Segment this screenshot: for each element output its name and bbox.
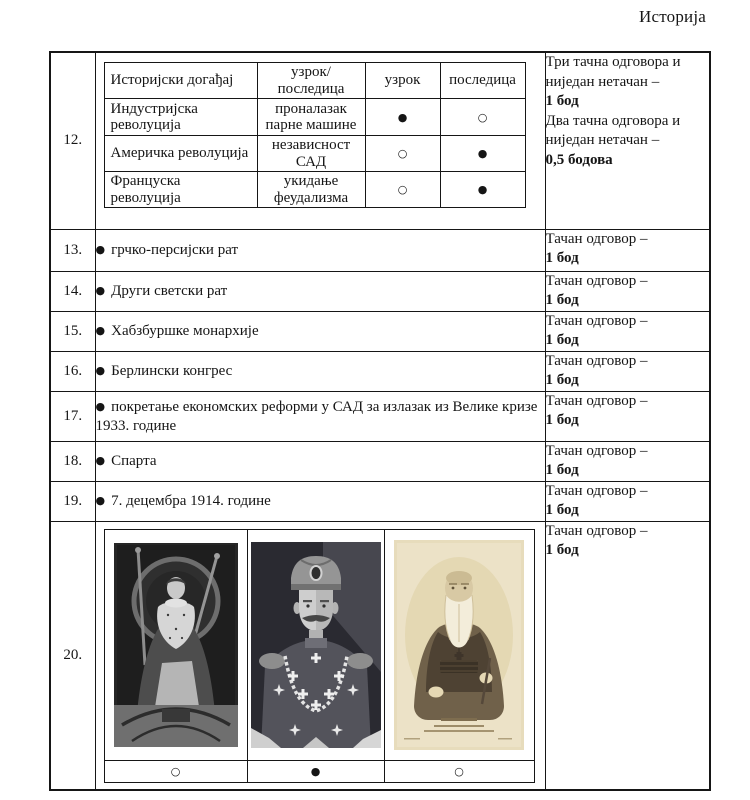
scoring-rule: Два тачна одговора и (545, 112, 681, 129)
scoring-rule: Тачан одговор – (545, 312, 648, 329)
cause-effect-value-cell: укидање феудализма (257, 172, 365, 208)
effect-mark-cell (440, 136, 525, 172)
answer-text-cell (95, 441, 545, 481)
scoring-points: 1 бод (545, 542, 579, 558)
scoring-rule: Тачан одговор – (545, 352, 648, 369)
answer-text-cell (95, 391, 545, 441)
answer-text: покретање економских реформи у САД за излазак из Велике кризе 1933. године (95, 398, 538, 434)
cause-radio-mark: ○ (397, 183, 408, 197)
question-number: 13. (50, 229, 95, 271)
question-number: 18. (50, 441, 95, 481)
answer-text: Хабзбуршке монархије (111, 323, 259, 339)
scoring-cell (545, 391, 710, 441)
question-row-13 (50, 229, 710, 271)
bullet-icon: ● (95, 324, 106, 337)
answer-text-cell (95, 229, 545, 271)
scoring-rule: Тачан одговор – (545, 392, 648, 409)
question-row-20 (50, 521, 710, 790)
column-header-cause-effect: узрок/ последица (257, 63, 365, 99)
portrait-cell (247, 529, 384, 760)
option-radio-mark: ● (310, 764, 321, 778)
scoring-rule: Тачан одговор – (545, 442, 648, 459)
question-row-19 (50, 481, 710, 521)
scoring-points: 1 бод (545, 250, 579, 266)
scoring-rule: Тачан одговор – (545, 272, 648, 289)
portrait-cell (384, 529, 534, 760)
scoring-points: 1 бод (545, 292, 579, 308)
effect-mark-cell (440, 99, 525, 136)
column-header-event: Историјски догађај (104, 63, 257, 99)
scoring-rule: Тачан одговор – (545, 482, 648, 499)
scoring-rule: ниједан нетачан – (545, 132, 660, 148)
scoring-points: 1 бод (545, 372, 579, 388)
question-number: 20. (50, 521, 95, 790)
question-row-14 (50, 271, 710, 311)
cause-effect-row (104, 99, 525, 136)
scoring-points: 1 бод (545, 412, 579, 428)
scoring-points: 1 бод (545, 502, 579, 518)
question-number: 15. (50, 311, 95, 351)
scoring-cell (545, 229, 710, 271)
question-number: 16. (50, 351, 95, 391)
cause-mark-cell (365, 99, 440, 136)
answer-text-cell (95, 311, 545, 351)
answer-text-cell (95, 481, 545, 521)
question-content-cell (95, 521, 545, 790)
effect-radio-mark: ● (477, 147, 488, 161)
scoring-rule: Тачан одговор – (545, 230, 648, 247)
answer-text-cell (95, 271, 545, 311)
option-mark-cell (104, 760, 247, 782)
answer-text: 7. децембра 1914. године (111, 493, 271, 509)
effect-radio-mark: ○ (477, 110, 488, 124)
serbian-officer-with-medals-image (251, 542, 381, 748)
option-mark-cell (384, 760, 534, 782)
question-row-12 (50, 52, 710, 229)
scoring-cell (545, 521, 710, 790)
column-header-cause: узрок (365, 63, 440, 99)
scoring-cell (545, 52, 710, 229)
bearded-clergyman-lithograph-image (394, 540, 524, 750)
answer-text: Берлински конгрес (111, 363, 233, 379)
portrait-cell (104, 529, 247, 760)
cause-effect-value-cell: проналазак парне машине (257, 99, 365, 136)
answer-marks-row (104, 760, 534, 782)
scoring-cell (545, 441, 710, 481)
option-radio-mark: ○ (170, 764, 181, 778)
bullet-icon: ● (95, 494, 106, 507)
answer-text: Спарта (111, 453, 157, 469)
question-row-16 (50, 351, 710, 391)
cause-mark-cell (365, 136, 440, 172)
answer-text: Други светски рат (111, 283, 228, 299)
event-cell: Француска револуција (104, 172, 257, 208)
event-cell: Индустријска револуција (104, 99, 257, 136)
cause-effect-row (104, 172, 525, 208)
event-cell: Америчка револуција (104, 136, 257, 172)
option-radio-mark: ○ (454, 764, 464, 778)
bullet-icon: ● (95, 454, 106, 467)
column-header-effect: последица (440, 63, 525, 99)
question-row-18 (50, 441, 710, 481)
answer-key-table (49, 51, 711, 791)
question-number: 19. (50, 481, 95, 521)
bullet-icon: ● (95, 364, 106, 377)
question-content-cell (95, 52, 545, 229)
scoring-cell (545, 271, 710, 311)
bullet-icon: ● (95, 399, 106, 413)
page-title: Историја (639, 7, 706, 26)
question-row-15 (50, 311, 710, 351)
scoring-points: 1 бод (545, 462, 579, 478)
bullet-icon: ● (95, 284, 106, 297)
cause-radio-mark: ○ (397, 147, 408, 161)
scoring-points: 1 бод (545, 93, 579, 109)
scoring-cell (545, 481, 710, 521)
answer-text-cell (95, 351, 545, 391)
cause-mark-cell (365, 172, 440, 208)
scoring-cell (545, 311, 710, 351)
scoring-rule: Три тачна одговора и (545, 54, 681, 70)
portraits-row (104, 529, 534, 760)
scoring-cell (545, 351, 710, 391)
effect-radio-mark: ● (477, 183, 488, 197)
portrait-options-table (104, 529, 535, 783)
cause-effect-row (104, 136, 525, 172)
cause-effect-value-cell: независност САД (257, 136, 365, 172)
option-mark-cell (247, 760, 384, 782)
question-number: 12. (50, 52, 95, 229)
scoring-rule: Тачан одговор – (545, 522, 648, 539)
effect-mark-cell (440, 172, 525, 208)
scoring-points: 0,5 бодова (545, 151, 613, 168)
scoring-rule: ниједан нетачан – (545, 73, 660, 90)
question-number: 14. (50, 271, 95, 311)
cause-radio-mark: ● (397, 110, 408, 124)
cause-effect-table (104, 62, 526, 208)
bullet-icon: ● (95, 243, 106, 256)
question-row-17 (50, 391, 710, 441)
answer-text: грчко-персијски рат (111, 242, 239, 258)
napoleon-on-imperial-throne-image (114, 543, 238, 747)
question-number: 17. (50, 391, 95, 441)
cause-effect-header-row (104, 63, 525, 99)
scoring-points: 1 бод (545, 332, 579, 348)
